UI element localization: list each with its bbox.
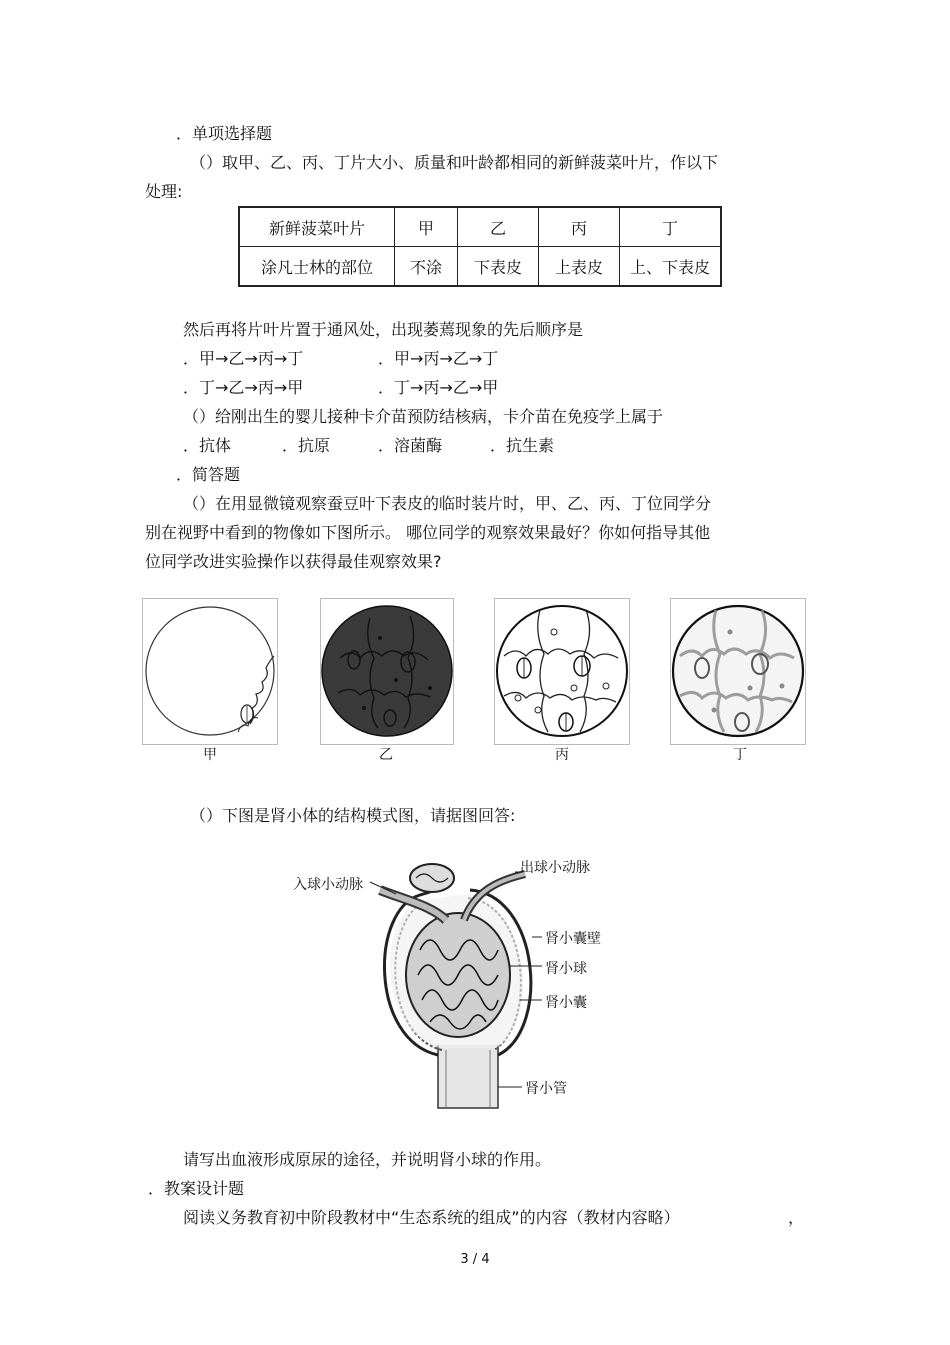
label-renal-capsule: 肾小囊: [545, 995, 587, 1011]
microscope-view-yi: [320, 598, 454, 746]
section-heading-short-answer: ．简答题: [176, 465, 241, 484]
section-heading-single-choice: ．单项选择题: [176, 124, 273, 143]
table-cell: 丙: [539, 207, 620, 247]
table-row: [239, 247, 721, 287]
question-1-option-c: ．丁→乙→丙→甲: [183, 378, 304, 397]
question-5-line-1: 阅读义务教育初中阶段教材中“生态系统的组成”的内容（教材内容略）: [183, 1208, 680, 1227]
diagram-leader-lines: [360, 850, 550, 1112]
label-renal-tubule: 肾小管: [525, 1081, 567, 1097]
label-afferent-arteriole: 入球小动脉: [293, 877, 363, 893]
question-1-line-2: 处理:: [145, 182, 183, 201]
question-1-line-3: 然后再将片叶片置于通风处，出现萎蔫现象的先后顺序是: [183, 320, 584, 339]
question-1-option-b: ．甲→丙→乙→丁: [378, 349, 499, 368]
table-cell: 新鲜菠菜叶片: [239, 207, 395, 247]
table-cell: 丁: [620, 207, 722, 247]
caption-yi: 乙: [379, 747, 393, 763]
microscope-view-bing: [494, 598, 630, 746]
caption-bing: 丙: [555, 747, 569, 763]
table-cell: 不涂: [395, 247, 458, 287]
table-cell: 涂凡士林的部位: [239, 247, 395, 287]
question-2-option-d: ．抗生素: [490, 436, 555, 455]
caption-jia: 甲: [203, 747, 217, 763]
label-efferent-arteriole: 出球小动脉: [520, 860, 590, 876]
question-3-line-2: 别在视野中看到的物像如下图所示。 哪位同学的观察效果最好？你如何指导其他: [145, 523, 711, 542]
question-1-line-1: （）取甲、乙、丙、丁片大小、质量和叶龄都相同的新鲜菠菜叶片，作以下: [190, 153, 719, 172]
label-capsule-wall: 肾小囊壁: [545, 931, 601, 947]
page-number: 3 / 4: [460, 1252, 490, 1267]
question-2-option-b: ．抗原: [282, 436, 331, 455]
table-row: [239, 207, 721, 247]
caption-ding: 丁: [733, 747, 747, 763]
table-cell: 下表皮: [458, 247, 539, 287]
table-cell: 乙: [458, 207, 539, 247]
section-heading-lesson-plan: ．教案设计题: [148, 1179, 245, 1198]
table-cell: 上表皮: [539, 247, 620, 287]
table-cell: 甲: [395, 207, 458, 247]
microscope-view-ding: [670, 598, 806, 746]
question-2-option-c: ．溶菌酶: [378, 436, 443, 455]
question-2-option-a: ．抗体: [183, 436, 232, 455]
question-3-line-1: （）在用显微镜观察蚕豆叶下表皮的临时装片时，甲、乙、丙、丁位同学分: [183, 494, 712, 513]
question-1-option-a: ．甲→乙→丙→丁: [183, 349, 304, 368]
question-4-stem: （）下图是肾小体的结构模式图，请据图回答:: [190, 806, 516, 825]
question-3-line-3: 位同学改进实验操作以获得最佳观察效果?: [145, 552, 442, 571]
spinach-treatment-table: [238, 206, 722, 287]
question-2-stem: （）给刚出生的婴儿接种卡介苗预防结核病，卡介苗在免疫学上属于: [183, 407, 664, 426]
label-glomerulus: 肾小球: [545, 961, 587, 977]
question-1-option-d: ．丁→丙→乙→甲: [378, 378, 499, 397]
question-5-comma: ，: [788, 1208, 805, 1227]
table-cell: 上、下表皮: [620, 247, 722, 287]
microscope-view-jia: [142, 598, 278, 746]
question-4-question: 请写出血液形成原尿的途径，并说明肾小球的作用。: [183, 1150, 552, 1169]
